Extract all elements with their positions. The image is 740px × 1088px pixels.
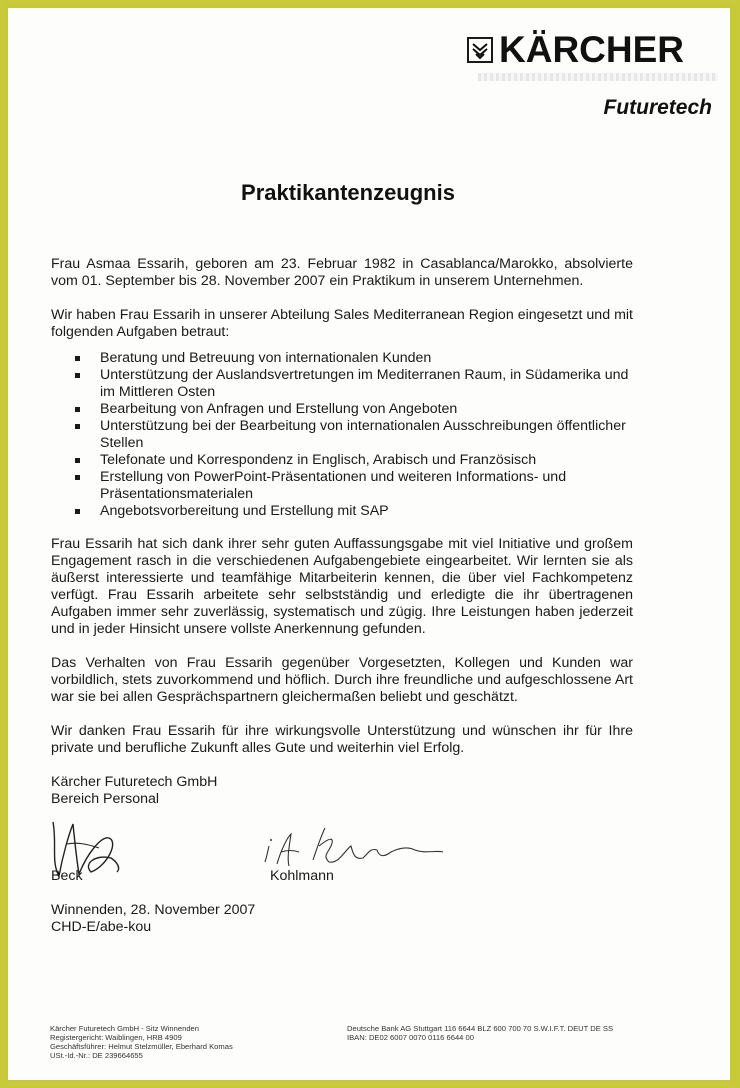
list-item bbox=[51, 401, 633, 418]
karcher-logo bbox=[467, 30, 684, 70]
footer-bank-info bbox=[347, 1024, 613, 1042]
bullet-icon bbox=[75, 424, 80, 429]
chevron-logo-icon bbox=[467, 37, 493, 63]
logo-divider bbox=[478, 73, 718, 81]
task-text: Unterstützung bei der Bearbeitung von internationalen Ausschreibungen öffentlicher Stellen bbox=[100, 418, 626, 451]
footer-line: USt.-Id.-Nr.: DE 239664655 bbox=[50, 1051, 143, 1060]
bullet-icon bbox=[75, 373, 80, 378]
document-title: Praktikantenzeugnis bbox=[241, 180, 455, 205]
footer-line: Registergericht: Waiblingen, HRB 4909 bbox=[50, 1033, 182, 1042]
footer-company-info bbox=[50, 1024, 233, 1060]
closing-paragraph: Wir danken Frau Essarih für ihre wirkungsvolle Unterstützung und wünschen ihr für Ihre private und berufliche Zukunft alles Gute und weiterhin viel Erfolg. bbox=[51, 723, 633, 756]
task-text: Angebotsvorbereitung und Erstellung mit SAP bbox=[100, 503, 389, 519]
department-name: Bereich Personal bbox=[51, 791, 160, 807]
list-item bbox=[51, 350, 633, 367]
tasks-intro-paragraph: Wir haben Frau Essarih in unserer Abteilung Sales Mediterranean Region eingesetzt und mit folgenden Aufgaben betraut: bbox=[51, 307, 633, 340]
sign-block bbox=[51, 774, 633, 936]
tagline: Futuretech bbox=[603, 96, 712, 119]
list-item bbox=[51, 367, 633, 401]
footer-line: IBAN: DE02 6007 0070 0116 6644 00 bbox=[347, 1033, 474, 1042]
signatures bbox=[51, 808, 633, 890]
footer-line: Deutsche Bank AG Stuttgart 116 6644 BLZ 600 700 70 S.W.I.F.T. DEUT DE SS bbox=[347, 1024, 614, 1033]
reference-code: CHD-E/abe-kou bbox=[51, 919, 152, 935]
footer-line: Geschäftsführer: Helmut Stelzmüller, Eberhard Komas bbox=[50, 1042, 233, 1051]
signer-left: Beck bbox=[51, 868, 83, 884]
task-text: Bearbeitung von Anfragen und Erstellung von Angeboten bbox=[100, 401, 458, 417]
list-item bbox=[51, 418, 633, 452]
place-date: Winnenden, 28. November 2007 bbox=[51, 902, 256, 918]
document-body bbox=[51, 256, 633, 936]
bullet-icon bbox=[75, 475, 80, 480]
task-text: Beratung und Betreuung von internationalen Kunden bbox=[100, 350, 432, 366]
intro-paragraph: Frau Asmaa Essarih, geboren am 23. Februar 1982 in Casablanca/Marokko, absolvierte vom 01. September bis 28. November 2007 ein Praktikum in unserem Unternehmen. bbox=[51, 256, 633, 289]
bullet-icon bbox=[75, 407, 80, 412]
bullet-icon bbox=[75, 509, 80, 514]
behavior-paragraph: Das Verhalten von Frau Essarih gegenüber Vorgesetzten, Kollegen und Kunden war vorbildlich, stets zuvorkommend und höflich. Durch ihre freundliche und aufgeschlossene Art war sie bei allen Gesprächspartnern gleichermaßen beliebt und geschätzt. bbox=[51, 655, 633, 705]
assessment-paragraph: Frau Essarih hat sich dank ihrer sehr guten Auffassungsgabe mit viel Initiative und großem Engagement rasch in die verschiedenen Aufgabengebiete eingearbeitet. Wir lernten sie als äußerst interessierte und teamfähige Mitarbeiterin kennen, die über viel Fachkompetenz verfügt. Frau Essarih arbeitete sehr selbstständig und erledigte die ihr übertragenen Aufgaben immer sehr zuverlässig, systematisch und zügig. Ihre Leistungen haben jederzeit und in jeder Hinsicht unsere vollste Anerkennung gefunden. bbox=[51, 536, 633, 637]
list-item bbox=[51, 503, 633, 520]
bullet-icon bbox=[75, 356, 80, 361]
logo-text: KÄRCHER bbox=[499, 29, 684, 70]
company-name: Kärcher Futuretech GmbH bbox=[51, 774, 218, 790]
bullet-icon bbox=[75, 458, 80, 463]
signer-right: Kohlmann bbox=[270, 868, 334, 884]
list-item bbox=[51, 469, 633, 503]
task-list bbox=[51, 350, 633, 520]
document-page bbox=[8, 8, 730, 1080]
task-text: Erstellung von PowerPoint-Präsentationen und weiteren Informations- und Präsentationsmaterialen bbox=[100, 469, 567, 502]
task-text: Unterstützung der Auslandsvertretungen im Mediterranen Raum, in Südamerika und im Mittleren Osten bbox=[100, 367, 629, 400]
task-text: Telefonate und Korrespondenz in Englisch, Arabisch und Französisch bbox=[100, 452, 537, 468]
footer-line: Kärcher Futuretech GmbH - Sitz Winnenden bbox=[50, 1024, 199, 1033]
list-item bbox=[51, 452, 633, 469]
